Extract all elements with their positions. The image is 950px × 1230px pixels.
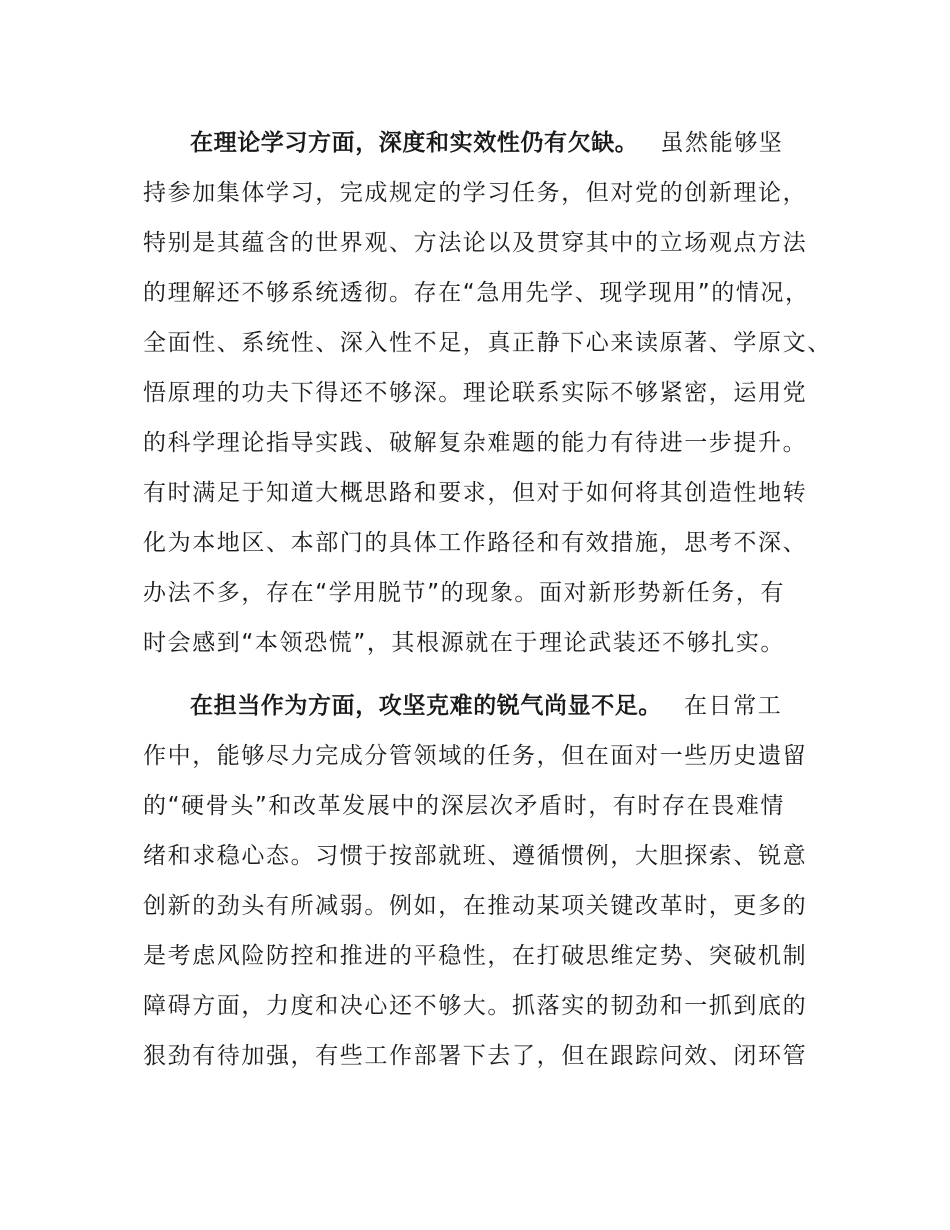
paragraph-1-line-11: 时会感到“本领恐慌”，其根源就在于理论武装还不够扎实。 (143, 630, 786, 656)
paragraph-2-line-4: 绪和求稳心态。习惯于按部就班、遵循惯例，大胆探索、锐意 (143, 843, 808, 869)
paragraph-1-line-8: 有时满足于知道大概思路和要求，但对于如何将其创造性地转 (143, 480, 808, 506)
paragraph-2-line-2: 作中，能够尽力完成分管领域的任务，但在面对一些历史遗留 (143, 743, 808, 769)
paragraph-1-line-4: 的理解还不够系统透彻。存在“急用先学、现学现用”的情况， (143, 280, 810, 306)
paragraph-1-line-2: 持参加集体学习，完成规定的学习任务，但对党的创新理论， (143, 180, 808, 206)
paragraph-1-line-7: 的科学理论指导实践、破解复杂难题的能力有待进一步提升。 (143, 430, 808, 456)
paragraph-2-line-5: 创新的劲头有所减弱。例如，在推动某项关键改革时，更多的 (143, 893, 808, 919)
paragraph-1-line-1 (190, 123, 783, 163)
paragraph-2-line-1-text: 在日常工 (684, 693, 783, 719)
paragraph-1-line-10: 办法不多，存在“学用脱节”的现象。面对新形势新任务，有 (143, 580, 786, 606)
paragraph-2-line-8: 狠劲有待加强，有些工作部署下去了，但在跟踪问效、闭环管 (143, 1043, 808, 1069)
paragraph-1-line-1-text: 虽然能够坚 (660, 130, 784, 156)
paragraph-2-line-7: 障碍方面，力度和决心还不够大。抓落实的韧劲和一抓到底的 (143, 993, 808, 1019)
paragraph-2-line-3: 的“硬骨头”和改革发展中的深层次矛盾时，有时存在畏难情 (143, 793, 786, 819)
paragraph-1-line-5: 全面性、系统性、深入性不足，真正静下心来读原著、学原文、 (143, 330, 832, 356)
paragraph-2-line-1 (190, 686, 782, 726)
paragraph-1-heading: 在理论学习方面，深度和实效性仍有欠缺。 (190, 130, 639, 156)
paragraph-1-line-9: 化为本地区、本部门的具体工作路径和有效措施，思考不深、 (143, 530, 808, 556)
paragraph-1-line-3: 特别是其蕴含的世界观、方法论以及贯穿其中的立场观点方法 (143, 230, 808, 256)
paragraph-2-heading: 在担当作为方面，攻坚克难的锐气尚显不足。 (190, 693, 662, 719)
paragraph-2-line-6: 是考虑风险防控和推进的平稳性，在打破思维定势、突破机制 (143, 943, 808, 969)
paragraph-1-line-6: 悟原理的功夫下得还不够深。理论联系实际不够紧密，运用党 (143, 380, 808, 406)
